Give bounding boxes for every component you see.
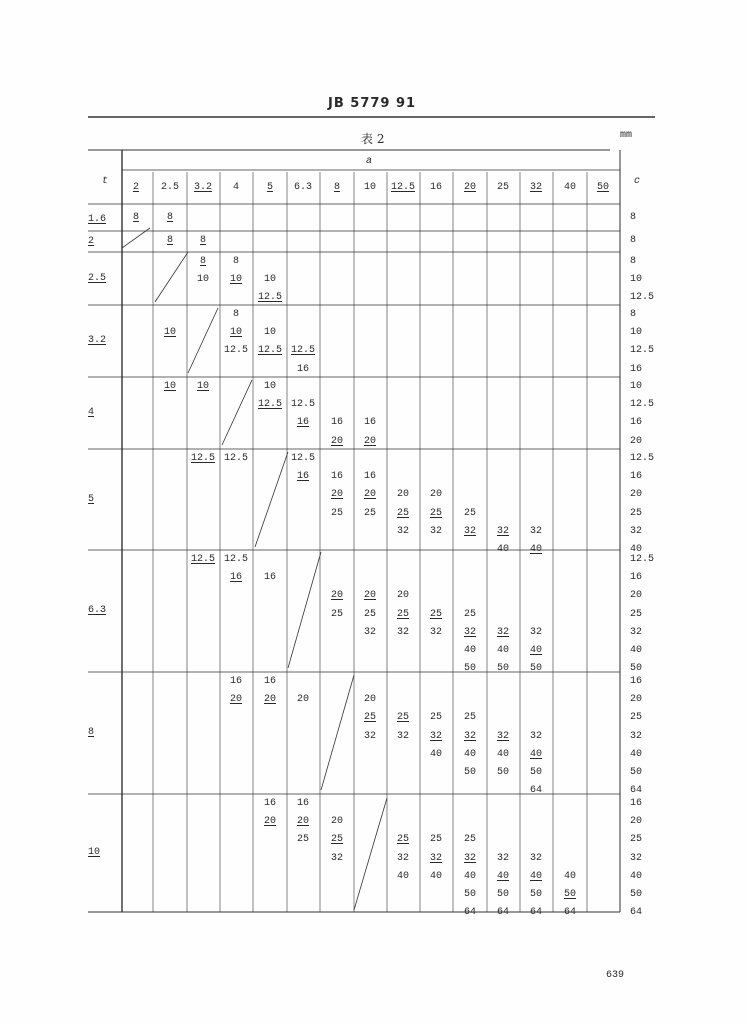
- c-value: 20: [630, 816, 643, 828]
- c-value: 25: [630, 608, 643, 620]
- table-cell-value: 40: [463, 645, 476, 656]
- table-cell-value: 25: [363, 608, 376, 620]
- diagonal-boundary: [321, 675, 354, 790]
- diagonal-boundary: [354, 798, 387, 910]
- table-cell-value: 25: [463, 507, 476, 519]
- c-value: 25: [630, 834, 643, 846]
- column-header: 2.5: [160, 182, 179, 193]
- c-value: 10: [630, 327, 643, 339]
- c-value: 50: [630, 663, 643, 675]
- column-header: 2: [132, 182, 139, 193]
- table-cell-value: 32: [463, 626, 476, 638]
- c-value: 8: [630, 212, 637, 223]
- table-cell-value: 50: [496, 767, 509, 778]
- row-t-label: 4: [88, 407, 95, 418]
- table-cell-value: 32: [496, 525, 509, 537]
- table-cell-value: 32: [363, 730, 376, 742]
- table-cell-value: 50: [529, 767, 542, 778]
- c-value: 20: [630, 590, 643, 602]
- table-cell-value: 10: [263, 381, 276, 392]
- table-cell-value: 25: [396, 608, 409, 620]
- column-header: 25: [496, 182, 509, 193]
- row-t-label: 2: [88, 235, 95, 247]
- c-value: 20: [630, 694, 643, 706]
- diagonal-boundary: [188, 308, 218, 373]
- table-cell-value: 25: [429, 712, 442, 724]
- table-cell-value: 8: [199, 235, 206, 246]
- table-cell-value: 8: [232, 256, 239, 267]
- c-value: 12.5: [630, 292, 655, 304]
- table-cell-value: 50: [463, 663, 476, 675]
- table-title: 表 2: [361, 132, 385, 146]
- standard-code: JB 5779 91: [328, 96, 417, 111]
- table-cell-value: 20: [396, 590, 409, 602]
- table-cell-value: 32: [429, 730, 442, 742]
- table-cell-value: 50: [463, 889, 476, 900]
- table-cell-value: 25: [463, 712, 476, 724]
- table-cell-value: 32: [529, 626, 542, 638]
- table-cell-value: 8: [232, 309, 239, 320]
- table-cell-value: 50: [529, 889, 542, 900]
- column-header: 3.2: [193, 182, 212, 193]
- table-cell-value: 32: [429, 525, 442, 537]
- c-value: 8: [630, 235, 637, 246]
- table-cell-value: 40: [429, 870, 442, 882]
- c-value: 64: [630, 785, 643, 797]
- right-header-label: c: [634, 176, 641, 187]
- row-t-label: 3.2: [88, 335, 107, 346]
- row-t-label: 1.6: [88, 213, 107, 225]
- column-group-label: a: [366, 156, 373, 167]
- c-value: 40: [630, 748, 643, 760]
- table-cell-value: 25: [429, 608, 442, 620]
- c-value: 12.5: [630, 554, 655, 565]
- table-cell-value: 32: [429, 626, 442, 638]
- table-cell-value: 16: [263, 798, 276, 809]
- table-cell-value: 32: [496, 852, 509, 864]
- table-cell-value: 16: [330, 417, 343, 429]
- table-cell-value: 25: [363, 712, 376, 724]
- table-cell-value: 32: [496, 730, 509, 742]
- diagonal-boundary: [155, 252, 188, 302]
- row-t-label: 2.5: [88, 272, 107, 284]
- c-value: 32: [630, 852, 643, 864]
- table-cell-value: 20: [396, 489, 409, 501]
- table-cell-value: 12.5: [257, 345, 282, 357]
- row-t-label: 5: [88, 493, 95, 505]
- table-cell-value: 64: [463, 907, 476, 919]
- table-cell-value: 32: [396, 626, 409, 638]
- table-cell-value: 50: [563, 889, 576, 900]
- table-cell-value: 8: [199, 256, 206, 267]
- diagonal-boundary: [255, 452, 288, 547]
- table-cell-value: 32: [463, 730, 476, 742]
- c-value: 20: [630, 435, 643, 447]
- table-cell-value: 32: [330, 852, 343, 864]
- column-header: 6.3: [293, 182, 312, 193]
- row-t-label: 10: [88, 847, 101, 858]
- column-header: 50: [596, 182, 609, 193]
- table-cell-value: 64: [529, 785, 542, 797]
- table-cell-value: 25: [396, 834, 409, 846]
- column-header: 8: [333, 182, 340, 193]
- table-cell-value: 40: [529, 544, 542, 555]
- table-cell-value: 12.5: [290, 399, 315, 411]
- c-value: 16: [630, 363, 643, 375]
- c-value: 50: [630, 889, 643, 900]
- c-value: 32: [630, 626, 643, 638]
- table-cell-value: 40: [496, 645, 509, 656]
- table-cell-value: 64: [496, 907, 509, 919]
- table-cell-value: 20: [363, 489, 376, 501]
- table-cell-value: 16: [296, 471, 309, 483]
- row-t-label: 8: [88, 727, 95, 738]
- table-cell-value: 10: [229, 327, 242, 339]
- table-cell-value: 8: [132, 212, 139, 223]
- table-cell-value: 8: [166, 235, 173, 246]
- table-cell-value: 25: [330, 834, 343, 846]
- c-value: 16: [630, 676, 643, 687]
- table-cell-value: 32: [463, 525, 476, 537]
- table-cell-value: 25: [396, 712, 409, 724]
- table-cell-value: 10: [163, 327, 176, 339]
- table-cell-value: 40: [529, 645, 542, 656]
- column-header: 5: [266, 182, 273, 193]
- table-cell-value: 40: [463, 748, 476, 760]
- table-cell-value: 20: [229, 694, 242, 706]
- c-value: 25: [630, 712, 643, 724]
- column-header: 12.5: [390, 182, 415, 193]
- column-header: 20: [463, 182, 476, 193]
- table-cell-value: 12.5: [290, 345, 315, 357]
- table-cell-value: 20: [330, 435, 343, 447]
- c-value: 32: [630, 730, 643, 742]
- c-value: 16: [630, 417, 643, 429]
- c-value: 64: [630, 907, 643, 919]
- table-cell-value: 20: [263, 694, 276, 706]
- table-cell-value: 12.5: [290, 453, 315, 464]
- table-cell-value: 20: [363, 590, 376, 602]
- table-cell-value: 12.5: [190, 554, 215, 565]
- table-cell-value: 10: [196, 381, 209, 392]
- column-header: 32: [529, 182, 542, 193]
- table-cell-value: 40: [529, 748, 542, 760]
- table-cell-value: 25: [463, 608, 476, 620]
- table-cell-value: 12.5: [190, 453, 215, 464]
- c-value: 8: [630, 256, 637, 267]
- table-cell-value: 20: [263, 816, 276, 828]
- table-cell-value: 16: [263, 676, 276, 687]
- c-value: 40: [630, 645, 643, 656]
- table-cell-value: 16: [229, 676, 242, 687]
- table-cell-value: 32: [396, 730, 409, 742]
- row-t-label: 6.3: [88, 605, 107, 616]
- table-cell-value: 25: [330, 608, 343, 620]
- unit-label: mm: [620, 130, 633, 141]
- table-cell-value: 20: [363, 694, 376, 706]
- c-value: 25: [630, 507, 643, 519]
- table-cell-value: 25: [330, 507, 343, 519]
- table-cell-value: 12.5: [257, 292, 282, 304]
- table-cell-value: 40: [496, 544, 509, 555]
- table-cell-value: 64: [563, 907, 576, 919]
- table-cell-value: 32: [363, 626, 376, 638]
- table-cell-value: 40: [496, 870, 509, 882]
- table-cell-value: 25: [396, 507, 409, 519]
- table-cell-value: 50: [496, 663, 509, 675]
- c-value: 12.5: [630, 453, 655, 464]
- c-value: 8: [630, 309, 637, 320]
- table-cell-value: 8: [166, 212, 173, 223]
- table-cell-value: 20: [296, 694, 309, 706]
- table-cell-value: 20: [330, 816, 343, 828]
- table-cell-value: 50: [463, 767, 476, 778]
- column-header: 4: [232, 182, 239, 193]
- table-cell-value: 12.5: [257, 399, 282, 411]
- table-cell-value: 10: [263, 274, 276, 286]
- table-cell-value: 40: [496, 748, 509, 760]
- c-value: 16: [630, 572, 643, 584]
- c-value: 20: [630, 489, 643, 501]
- table-cell-value: 40: [463, 870, 476, 882]
- c-value: 40: [630, 544, 643, 555]
- table-cell-value: 40: [396, 870, 409, 882]
- table-cell-value: 20: [330, 489, 343, 501]
- table-cell-value: 16: [363, 471, 376, 483]
- table-cell-value: 20: [363, 435, 376, 447]
- table-cell-value: 10: [196, 274, 209, 286]
- table-cell-value: 16: [330, 471, 343, 483]
- table-cell-value: 16: [296, 798, 309, 809]
- c-value: 40: [630, 870, 643, 882]
- c-value: 12.5: [630, 399, 655, 411]
- row-header-label: t: [102, 176, 109, 187]
- c-value: 50: [630, 767, 643, 778]
- table-cell-value: 40: [529, 870, 542, 882]
- column-header: 16: [429, 182, 442, 193]
- table-cell-value: 16: [296, 417, 309, 429]
- table-cell-value: 20: [330, 590, 343, 602]
- table-cell-value: 16: [263, 572, 276, 584]
- table-cell-value: 10: [263, 327, 276, 339]
- c-value: 12.5: [630, 345, 655, 357]
- table-cell-value: 12.5: [223, 554, 248, 565]
- table-cell-value: 25: [363, 507, 376, 519]
- table-cell-value: 32: [429, 852, 442, 864]
- column-header: 40: [563, 182, 576, 193]
- table-cell-value: 16: [296, 363, 309, 375]
- table-cell-value: 20: [429, 489, 442, 501]
- table-cell-value: 10: [229, 274, 242, 286]
- table-cell-value: 32: [529, 525, 542, 537]
- table-cell-value: 16: [229, 572, 242, 584]
- table-cell-value: 50: [496, 889, 509, 900]
- table-cell-value: 32: [496, 626, 509, 638]
- table-cell-value: 25: [463, 834, 476, 846]
- table-cell-value: 32: [396, 852, 409, 864]
- page-number: 639: [606, 970, 625, 981]
- table-cell-value: 64: [529, 907, 542, 919]
- c-value: 10: [630, 381, 643, 392]
- table-cell-value: 16: [363, 417, 376, 429]
- table-cell-value: 40: [429, 748, 442, 760]
- table-cell-value: 32: [529, 852, 542, 864]
- table-cell-value: 10: [163, 381, 176, 392]
- c-value: 16: [630, 798, 643, 809]
- table-cell-value: 12.5: [223, 345, 248, 357]
- table-cell-value: 25: [429, 834, 442, 846]
- diagonal-boundary: [288, 552, 321, 668]
- table-cell-value: 12.5: [223, 453, 248, 464]
- table-cell-value: 20: [296, 816, 309, 828]
- table-cell-value: 50: [529, 663, 542, 675]
- c-value: 32: [630, 525, 643, 537]
- c-value: 10: [630, 274, 643, 286]
- table-cell-value: 25: [429, 507, 442, 519]
- table-cell-value: 32: [396, 525, 409, 537]
- column-header: 10: [363, 182, 376, 193]
- table-cell-value: 32: [529, 730, 542, 742]
- c-value: 16: [630, 471, 643, 483]
- diagonal-boundary: [222, 380, 252, 445]
- table-cell-value: 25: [296, 834, 309, 846]
- table-cell-value: 32: [463, 852, 476, 864]
- table-cell-value: 40: [563, 870, 576, 882]
